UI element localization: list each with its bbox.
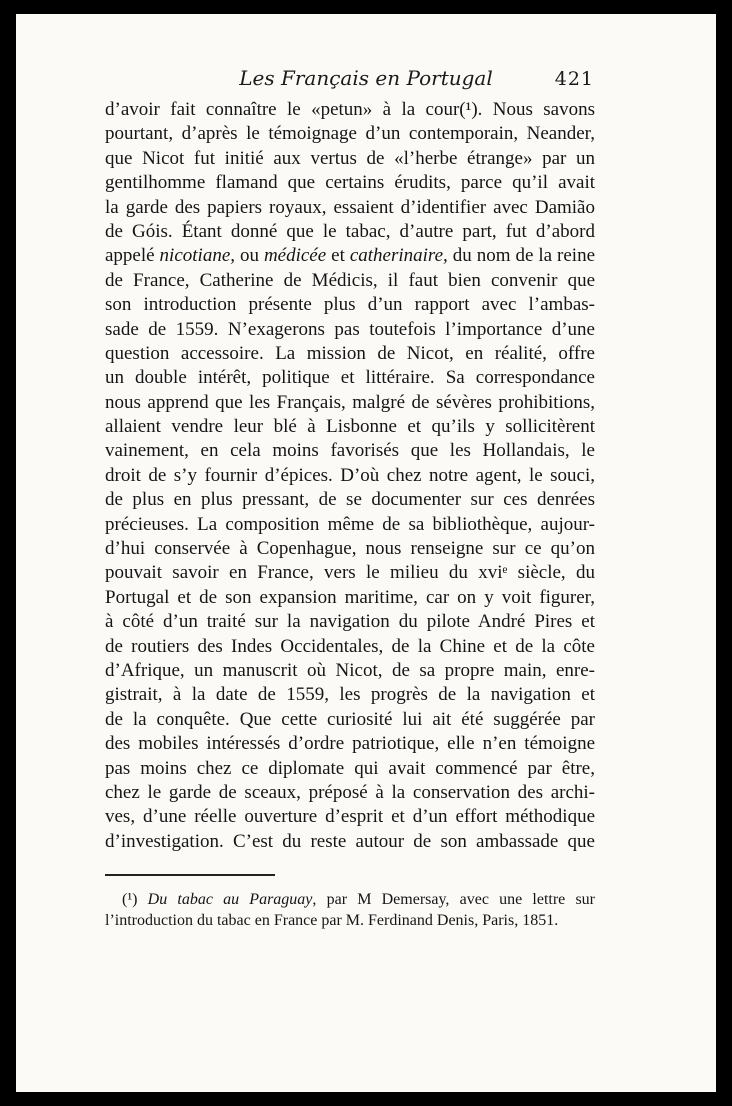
- text-line: pourtant, d’après le témoignage d’un contemporain, Neander,: [105, 123, 595, 145]
- text-line: question accessoire. La mission de Nicot, en réalité, offre: [105, 342, 595, 364]
- text-line: d’investigation. C’est du reste autour de son ambassade que: [105, 830, 595, 852]
- text-line: pouvait savoir en France, vers le milieu du xviᵉ siècle, du: [105, 562, 595, 584]
- text-line: des mobiles intéressés d’ordre patriotique, elle n’en témoigne: [105, 733, 595, 755]
- text-line: gentilhomme flamand que certains érudits, parce qu’il avait: [105, 172, 595, 194]
- text-line: que Nicot fut initié aux vertus de «l’herbe étrange» par un: [105, 147, 595, 169]
- text-line: à côté d’un traité sur la navigation du pilote André Pires et: [105, 611, 595, 633]
- text-line: d’avoir fait connaître le «petun» à la cour(¹). Nous savons: [105, 99, 595, 120]
- text-line: de routiers des Indes Occidentales, de la Chine et de la côte: [105, 635, 595, 657]
- footnote-line: (¹) Du tabac au Paraguay, par M Demersay, avec une lettre sur: [122, 891, 596, 908]
- text-line: sade de 1559. N’exagerons pas toutefois l’importance d’une: [105, 318, 595, 340]
- text-line: la garde des papiers royaux, essaient d’identifier avec Damião: [105, 196, 595, 218]
- text-line: droit de s’y fournir d’épices. D’où chez notre agent, le souci,: [105, 464, 595, 486]
- text-line: Portugal et de son expansion maritime, car on y voit figurer,: [105, 586, 595, 608]
- text-line: appelé nicotiane, ou médicée et catherinaire, du nom de la reine: [105, 245, 595, 267]
- text-line: un double intérêt, politique et littéraire. Sa correspondance: [105, 367, 595, 389]
- running-title: Les Français en Portugal: [239, 66, 493, 90]
- text-line: de France, Catherine de Médicis, il faut bien convenir que: [105, 269, 595, 291]
- footnote: [105, 889, 595, 931]
- page-header: [16, 62, 716, 92]
- text-line: gistrait, à la date de 1559, les progrès de la navigation et: [105, 684, 595, 706]
- text-line: pas moins chez ce diplomate qui avait commencé par être,: [105, 757, 595, 779]
- footnote-line: l’introduction du tabac en France par M. Ferdinand Denis, Paris, 1851.: [105, 912, 559, 929]
- book-page: [16, 14, 716, 1092]
- text-line: allaient vendre leur blé à Lisbonne et qu’ils y sollicitèrent: [105, 416, 595, 438]
- text-line: de la conquête. Que cette curiosité lui ait été suggérée par: [105, 708, 595, 730]
- text-line: de Góis. Étant donné que le tabac, d’autre part, fut d’abord: [105, 220, 595, 242]
- footnote-divider: [105, 874, 275, 876]
- text-line: d’Afrique, un manuscrit où Nicot, de sa propre main, enre-: [105, 659, 595, 681]
- page-number: 421: [554, 68, 594, 90]
- text-line: chez le garde de sceaux, préposé à la conservation des archi-: [105, 781, 595, 803]
- text-line: de plus en plus pressant, de se documenter sur ces denrées: [105, 489, 595, 511]
- text-line: nous apprend que les Français, malgré de sévères prohibitions,: [105, 391, 595, 413]
- text-line: d’hui conservée à Copenhague, nous renseigne sur ce qu’on: [105, 538, 595, 560]
- text-line: ves, d’une réelle ouverture d’esprit et d’un effort méthodique: [105, 806, 595, 828]
- text-line: vainement, en cela moins favorisés que les Hollandais, le: [105, 440, 595, 462]
- body-text: [105, 98, 595, 854]
- text-line: son introduction présente plus d’un rapport avec l’ambas-: [105, 294, 595, 316]
- text-line: précieuses. La composition même de sa bibliothèque, aujour-: [105, 513, 595, 535]
